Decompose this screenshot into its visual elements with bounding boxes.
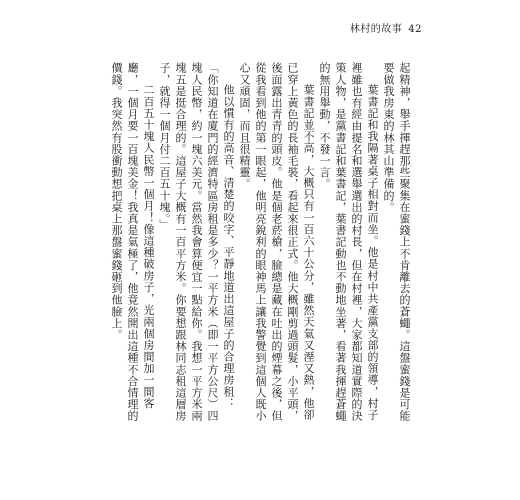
- page-body: [110, 62, 412, 422]
- paragraph: 他以慣有的高音、清楚的咬字、平靜地道出這屋子的合理房租：「你知道在廈門的經濟特區房租是多少？一平方米（即一平方公尺）四塊人民幣，約一塊六美元。當然我會算便宜一點給你。我想一平方米兩塊五是挺合理的。這屋子大概有一百平方米。你要想跟林同志租這層房子，就得一個月付二百五十塊。」: [158, 62, 235, 422]
- paragraph: 二百五十塊人民幣一個月！像這種破房子，光兩個房間加一間客廳，一個月要一百塊美金！我真是氣極了，他竟然開出這種不合情理的價錢。我突然有股衝動想把桌上那盤蜜錢砸到他臉上。: [110, 62, 155, 422]
- running-header: [350, 20, 422, 35]
- paragraph: 葉書記並不高，大概只有一百六十公分，雖然天氣又溼又熱，他卻已穿上黃色的長袖毛裝，看起來很正式。他大概剛剪過頭髮，小平頭，後面露出青青的頭皮。他是個老菸槍，臉總是藏在吐出的煙幕之後，但從我看到他的第一眼起，他明亮銳利的眼神馬上讓我警覺到這個人既小心又頑固，而且很精靈。: [238, 62, 315, 422]
- paragraph: 葉書記和我隔著桌子相對而坐。他是村中共產黨支部的領導，村子裡雖也有經由提名和選舉選出的村長，但在村裡，大家都知道實際的決策人物，是黨書記和葉書記，葉書記動也不動地坐著，看著我揮趕蒼蠅的無用舉動，不發一言。: [318, 62, 379, 422]
- paragraph: 起精神，舉手揮趕那些聚集在蜜錢上不肯離去的蒼蠅。這盤蜜錢是可能要做我房東的林其山準備的。: [382, 62, 411, 422]
- running-title: 林村的故事: [349, 24, 403, 35]
- page-number: 42: [408, 24, 422, 35]
